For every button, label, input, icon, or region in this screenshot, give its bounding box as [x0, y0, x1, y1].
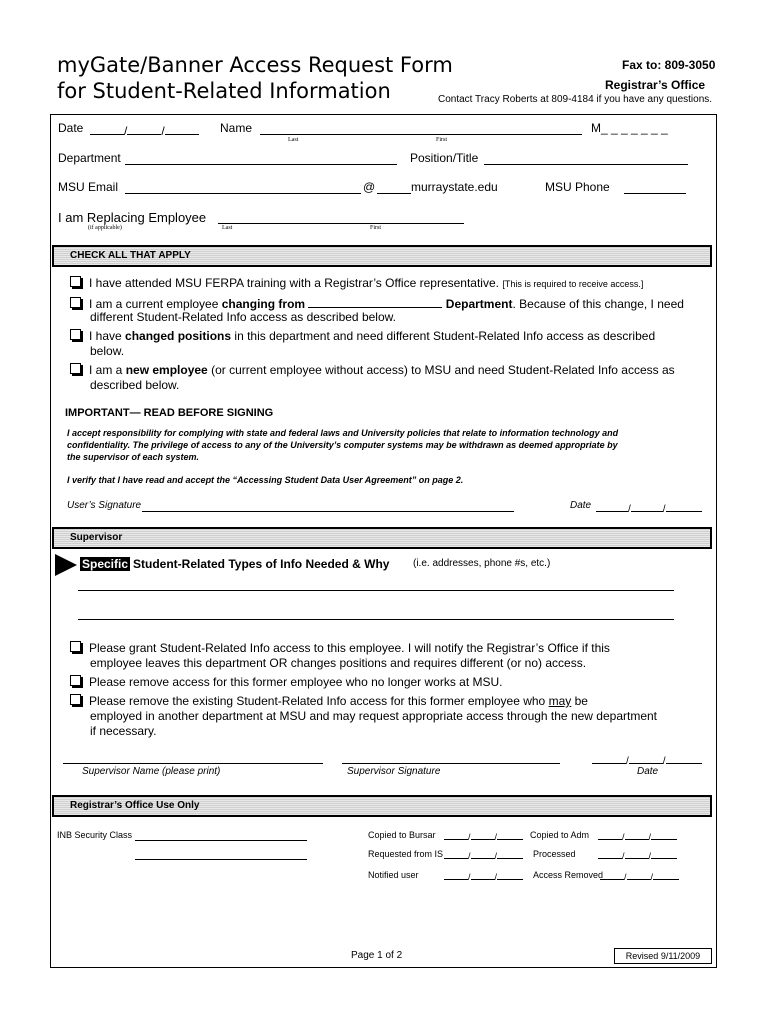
name-first-label: First [436, 137, 448, 143]
fax-number: Fax to: 809-3050 [622, 58, 716, 72]
types-heading: Student-Related Types of Info Needed & Why [133, 557, 390, 571]
processed-label: Processed [533, 849, 576, 859]
checkbox-changing[interactable]: I am a current employee changing from Department. Because of this change, I need [70, 295, 684, 311]
access-removed-date[interactable]: / / [600, 869, 679, 882]
inb-security-field-2[interactable] [135, 859, 307, 860]
checkbox-icon[interactable] [70, 675, 81, 686]
department-field[interactable] [125, 150, 397, 165]
checkbox-new-line2: described below. [90, 378, 180, 392]
date-label: Date [58, 121, 84, 135]
notified-user-label: Notified user [368, 870, 419, 880]
email-at: @ [363, 180, 376, 194]
supervisor-date-label: Date [637, 766, 659, 777]
checkbox-icon[interactable] [70, 297, 81, 308]
replacing-label: I am Replacing Employee [58, 210, 207, 225]
types-line-1[interactable] [78, 590, 674, 591]
inb-security-label: INB Security Class [57, 830, 133, 840]
copied-adm-label: Copied to Adm [530, 830, 590, 840]
email-extra-field[interactable] [377, 179, 411, 194]
copied-adm-date[interactable]: / / [598, 829, 677, 842]
checkbox-icon[interactable] [70, 329, 81, 340]
checkbox-icon[interactable] [70, 641, 81, 652]
processed-date[interactable]: / / [598, 848, 677, 861]
remove-line2: employed in another department at MSU and may request appropriate access through the new department [90, 709, 657, 723]
page-number: Page 1 of 2 [351, 950, 403, 961]
user-signature-label: User’s Signature [67, 500, 142, 511]
supervisor-date-field[interactable]: / / [592, 752, 702, 767]
replacing-last-label: Last [222, 225, 233, 231]
middle-initial-field[interactable]: M_ _ _ _ _ _ _ [591, 121, 668, 135]
email-label: MSU Email [58, 180, 119, 194]
checkbox-new-employee[interactable]: I am a new employee (or current employee without access) to MSU and need Student-Related Info access as [70, 363, 675, 377]
verify-statement: I verify that I have read and accept the “Accessing Student Data User Agreement” on page 2. [67, 475, 464, 485]
supervisor-name-label: Supervisor Name (please print) [82, 766, 221, 777]
important-heading: IMPORTANT— READ BEFORE SIGNING [65, 407, 274, 419]
notified-user-date[interactable]: / / [444, 869, 523, 882]
position-label: Position/Title [410, 151, 479, 165]
replacing-first-label: First [370, 225, 382, 231]
checkbox-ferpa[interactable]: I have attended MSU FERPA training with a Registrar’s Office representative. [This is required to receive access.] [70, 276, 643, 290]
arrow-right-icon [55, 554, 77, 576]
grant-line2: employee leaves this department OR changes positions and requires different (or no) access. [90, 656, 587, 670]
important-paragraph: I accept responsibility for complying with state and federal laws and University policies that relate to information technology and confidentiality. The privilege of access to any of the University’s computer systems may be withdrawn as deemed appropriate by the supervisor of each system. [67, 428, 619, 462]
date-field[interactable]: / / [90, 121, 199, 138]
registrar-office: Registrar’s Office [605, 78, 706, 92]
check-all-header: CHECK ALL THAT APPLY [52, 245, 712, 267]
checkbox-icon[interactable] [70, 363, 81, 374]
registrar-header: Registrar’s Office Use Only [52, 795, 712, 817]
name-field[interactable] [260, 120, 582, 135]
types-line-2[interactable] [78, 619, 674, 620]
checkbox-icon[interactable] [70, 276, 81, 287]
checkbox-remove-existing[interactable]: Please remove the existing Student-Related Info access for this former employee who may be [70, 694, 588, 708]
remove-line3: if necessary. [90, 724, 157, 738]
checkbox-changed-positions[interactable]: I have changed positions in this department and need different Student-Related Info access as described [70, 329, 655, 343]
position-field[interactable] [484, 150, 688, 165]
requested-is-date[interactable]: / / [444, 848, 523, 861]
name-last-label: Last [288, 137, 299, 143]
supervisor-signature-label: Supervisor Signature [347, 766, 441, 777]
phone-label: MSU Phone [545, 180, 610, 194]
name-label: Name [220, 121, 253, 135]
supervisor-name-field[interactable] [63, 763, 323, 764]
form-title-line2: for Student-Related Information [57, 79, 391, 103]
if-applicable-label: (if applicable) [88, 225, 122, 231]
replacing-field[interactable] [218, 209, 464, 224]
supervisor-signature-field[interactable] [342, 763, 560, 764]
checkbox-grant[interactable]: Please grant Student-Related Info access to this employee. I will notify the Registrar’s Office if this [70, 641, 610, 655]
requested-is-label: Requested from IS [368, 849, 444, 859]
types-example: (i.e. addresses, phone #s, etc.) [413, 558, 551, 569]
user-date-label: Date [570, 500, 592, 511]
contact-info: Contact Tracy Roberts at 809-4184 if you have any questions. [438, 94, 713, 105]
checkbox-icon[interactable] [70, 694, 81, 705]
email-domain: murraystate.edu [411, 180, 498, 194]
checkbox-remove[interactable]: Please remove access for this former employee who no longer works at MSU. [70, 675, 503, 689]
checkbox-changing-line2: different Student-Related Info access as described below. [90, 310, 396, 324]
user-date-field[interactable]: / / [596, 499, 702, 515]
department-label: Department [58, 151, 121, 165]
form-title-line1: myGate/Banner Access Request Form [57, 53, 453, 77]
checkbox-changed-line2: below. [90, 344, 125, 358]
inb-security-field-1[interactable] [135, 840, 307, 841]
phone-field[interactable] [624, 179, 686, 194]
access-removed-label: Access Removed [533, 870, 604, 880]
copied-bursar-label: Copied to Bursar [368, 830, 436, 840]
specific-highlight: Specific [82, 557, 129, 571]
copied-bursar-date[interactable]: / / [444, 829, 523, 842]
revised-date: Revised 9/11/2009 [614, 948, 712, 964]
email-field[interactable] [125, 179, 361, 194]
user-signature-field[interactable] [142, 499, 514, 512]
supervisor-header: Supervisor [52, 527, 712, 549]
